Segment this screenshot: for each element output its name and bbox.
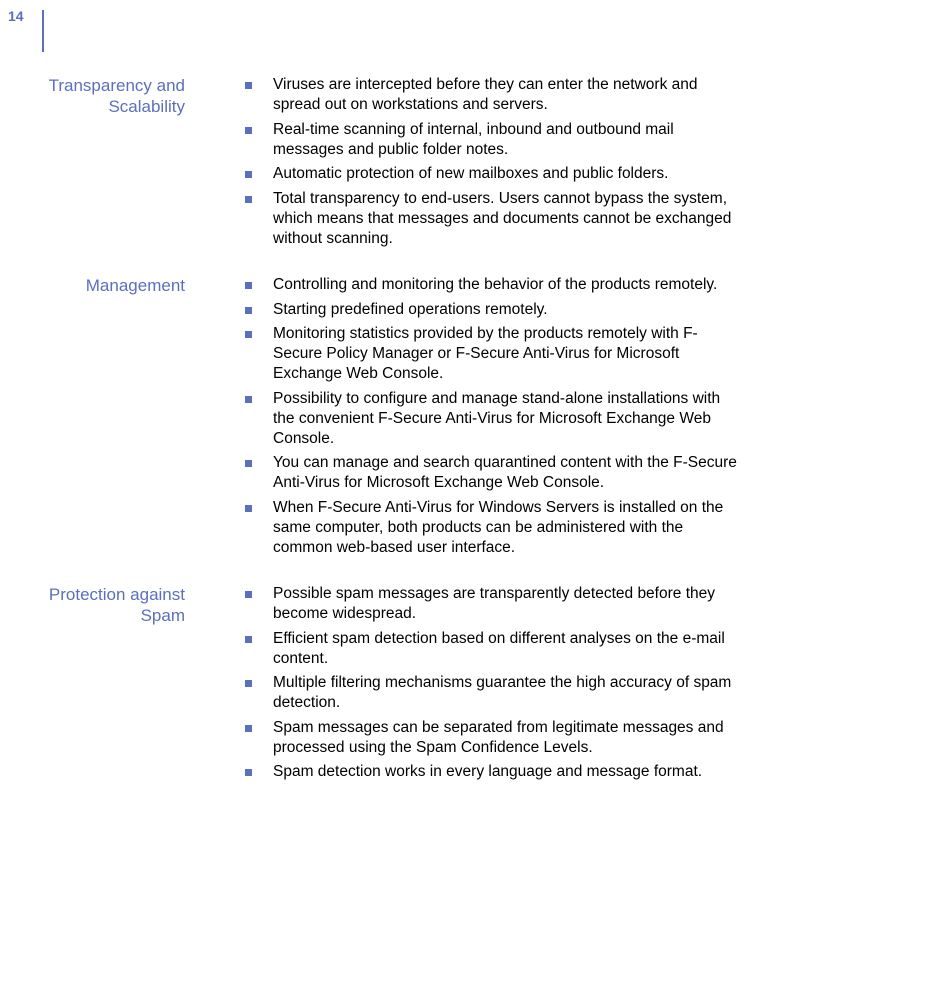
list-item-text: When F-Secure Anti-Virus for Windows Servers is installed on the same computer, both products can be administered with the common web-based user interface. <box>273 498 724 556</box>
section-heading <box>0 75 185 253</box>
list-item <box>243 673 743 713</box>
section-heading-line: Protection against <box>48 585 185 604</box>
list-item <box>243 300 743 320</box>
list-item-text: Automatic protection of new mailboxes and public folders. <box>273 165 669 182</box>
list-item-text: Multiple filtering mechanisms guarantee the high accuracy of spam detection. <box>273 674 732 711</box>
square-bullet-icon <box>245 331 252 338</box>
square-bullet-icon <box>245 460 252 467</box>
list-item-text: Spam messages can be separated from legitimate messages and processed using the Spam Confidence Levels. <box>273 718 724 756</box>
square-bullet-icon <box>245 196 252 203</box>
section-heading-line: Scalability <box>108 97 185 116</box>
list-item <box>243 324 743 384</box>
list-item-text: Spam detection works in every language and message format. <box>273 763 703 780</box>
section-transparency-scalability <box>0 75 950 253</box>
section-heading-line: Transparency and <box>48 76 185 95</box>
square-bullet-icon <box>245 680 252 687</box>
document-body <box>0 75 950 809</box>
section-management <box>0 275 950 562</box>
list-item <box>243 453 743 493</box>
list-item <box>243 389 743 449</box>
list-item-text: Viruses are intercepted before they can enter the network and spread out on workstations and servers. <box>273 76 698 113</box>
square-bullet-icon <box>245 171 252 178</box>
list-item-text: Possible spam messages are transparently detected before they become widespread. <box>273 585 715 622</box>
list-item-text: Starting predefined operations remotely. <box>273 300 548 318</box>
square-bullet-icon <box>245 769 252 776</box>
list-item <box>243 762 743 782</box>
list-item-text: Controlling and monitoring the behavior of the products remotely. <box>273 276 718 293</box>
square-bullet-icon <box>245 505 252 512</box>
page-number: 14 <box>8 8 24 24</box>
bullet-list <box>243 584 743 787</box>
section-heading-line: Spam <box>140 606 185 625</box>
list-item <box>243 718 743 758</box>
section-heading <box>0 584 185 787</box>
list-item <box>243 584 743 624</box>
square-bullet-icon <box>245 591 252 598</box>
list-item <box>243 275 743 295</box>
square-bullet-icon <box>245 282 252 289</box>
list-item-text: Real-time scanning of internal, inbound and outbound mail messages and public folder notes. <box>273 120 674 158</box>
section-protection-against-spam <box>0 584 950 787</box>
section-heading-line: Management <box>85 276 185 295</box>
list-item <box>243 75 743 115</box>
list-item-text: Efficient spam detection based on different analyses on the e-mail content. <box>273 629 725 667</box>
square-bullet-icon <box>245 725 252 732</box>
list-item <box>243 164 743 184</box>
list-item-text: Possibility to configure and manage stand-alone installations with the convenient F-Secure Anti-Virus for Microsoft Exchange Web Console. <box>273 389 721 447</box>
square-bullet-icon <box>245 82 252 89</box>
list-item <box>243 120 743 160</box>
square-bullet-icon <box>245 396 252 403</box>
section-heading <box>0 275 185 562</box>
square-bullet-icon <box>245 307 252 314</box>
list-item-text: Total transparency to end-users. Users cannot bypass the system, which means that messages and documents cannot be exchanged without scanning. <box>273 189 732 247</box>
list-item <box>243 629 743 669</box>
square-bullet-icon <box>245 636 252 643</box>
header-rule <box>42 10 44 52</box>
bullet-list <box>243 275 743 562</box>
bullet-list <box>243 75 743 253</box>
list-item <box>243 498 743 558</box>
list-item-text: You can manage and search quarantined content with the F-Secure Anti-Virus for Microsoft Exchange Web Console. <box>273 454 737 491</box>
list-item <box>243 189 743 249</box>
list-item-text: Monitoring statistics provided by the products remotely with F-Secure Policy Manager or F-Secure Anti-Virus for Microsoft Exchange Web Console. <box>273 325 698 382</box>
square-bullet-icon <box>245 127 252 134</box>
